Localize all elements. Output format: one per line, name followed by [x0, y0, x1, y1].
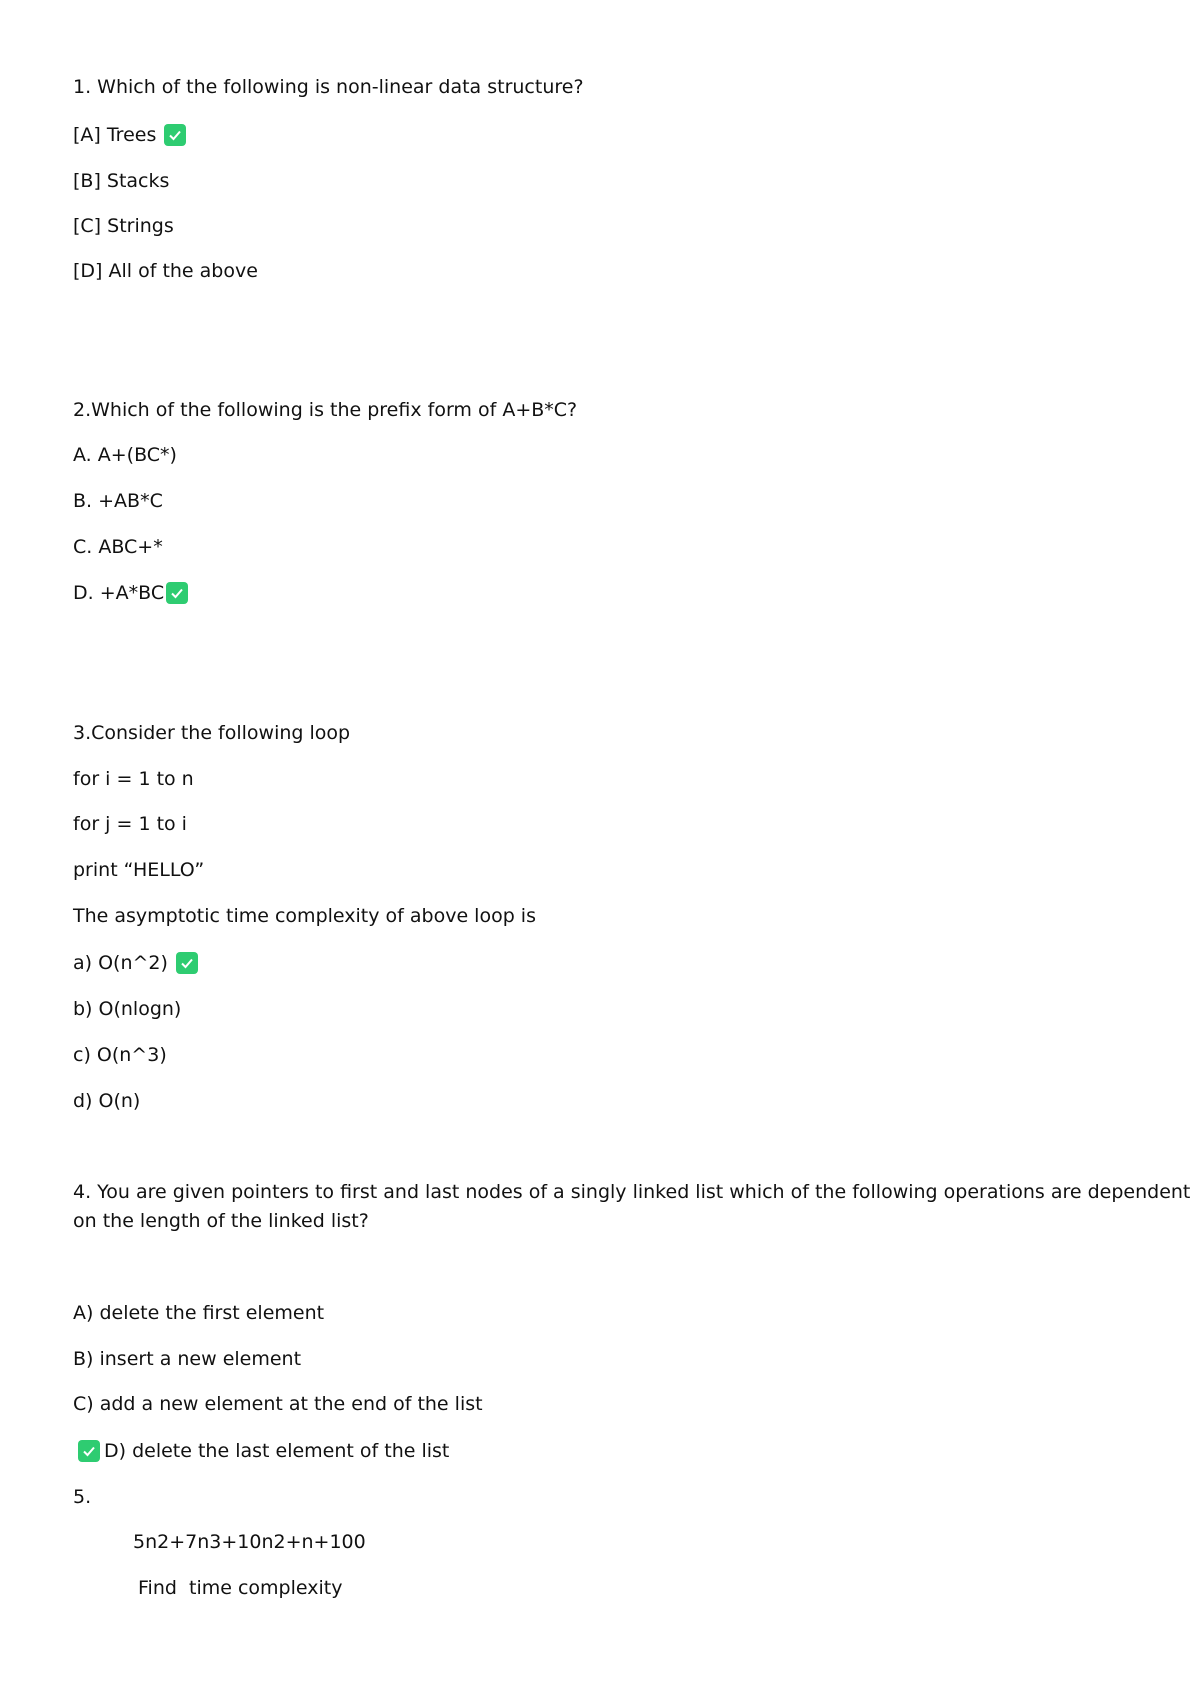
q1-option-a — [73, 122, 186, 148]
q2-option-a: A. A+(BC*) — [73, 444, 177, 466]
q2-question: 2.Which of the following is the prefix form of A+B*C? — [73, 399, 578, 421]
q3-option-c: c) O(n^3) — [73, 1044, 167, 1066]
q4-option-a: A) delete the first element — [73, 1302, 325, 1324]
q3-option-b: b) O(nlogn) — [73, 998, 182, 1020]
q1-option-d: [D] All of the above — [73, 260, 258, 282]
q5-number: 5. — [73, 1486, 92, 1508]
q4-option-b: B) insert a new element — [73, 1348, 302, 1370]
check-icon — [78, 1440, 100, 1462]
q3-code-line: for i = 1 to n — [73, 768, 194, 790]
q4-question-line2: on the length of the linked list? — [73, 1210, 369, 1232]
q3-option-d: d) O(n) — [73, 1090, 141, 1112]
q2-option-d — [73, 580, 188, 606]
check-icon — [166, 582, 188, 604]
check-icon — [164, 124, 186, 146]
q3-code-line: for j = 1 to i — [73, 813, 187, 835]
q4-question-line1: 4. You are given pointers to first and last nodes of a singly linked list which of the following operations are dependent — [73, 1181, 1191, 1203]
q4-option-d — [78, 1438, 449, 1464]
q3-question: 3.Consider the following loop — [73, 722, 351, 744]
q2-option-c: C. ABC+* — [73, 536, 163, 558]
q3-option-a — [73, 950, 198, 976]
q1-question: 1. Which of the following is non-linear data structure? — [73, 76, 584, 98]
q5-expression: 5n2+7n3+10n2+n+100 — [133, 1531, 366, 1553]
check-icon — [176, 952, 198, 974]
q5-prompt: Find time complexity — [138, 1577, 343, 1599]
q1-option-b: [B] Stacks — [73, 170, 170, 192]
q4-option-d-text: D) delete the last element of the list — [104, 1440, 450, 1462]
q3-prompt: The asymptotic time complexity of above loop is — [73, 905, 536, 927]
q2-option-b: B. +AB*C — [73, 490, 163, 512]
q1-option-a-text: [A] Trees — [73, 124, 157, 146]
q2-option-d-text: D. +A*BC — [73, 582, 165, 604]
q4-option-c: C) add a new element at the end of the list — [73, 1393, 483, 1415]
q1-option-c: [C] Strings — [73, 215, 174, 237]
q3-code-line: print “HELLO” — [73, 859, 205, 881]
q3-option-a-text: a) O(n^2) — [73, 952, 168, 974]
